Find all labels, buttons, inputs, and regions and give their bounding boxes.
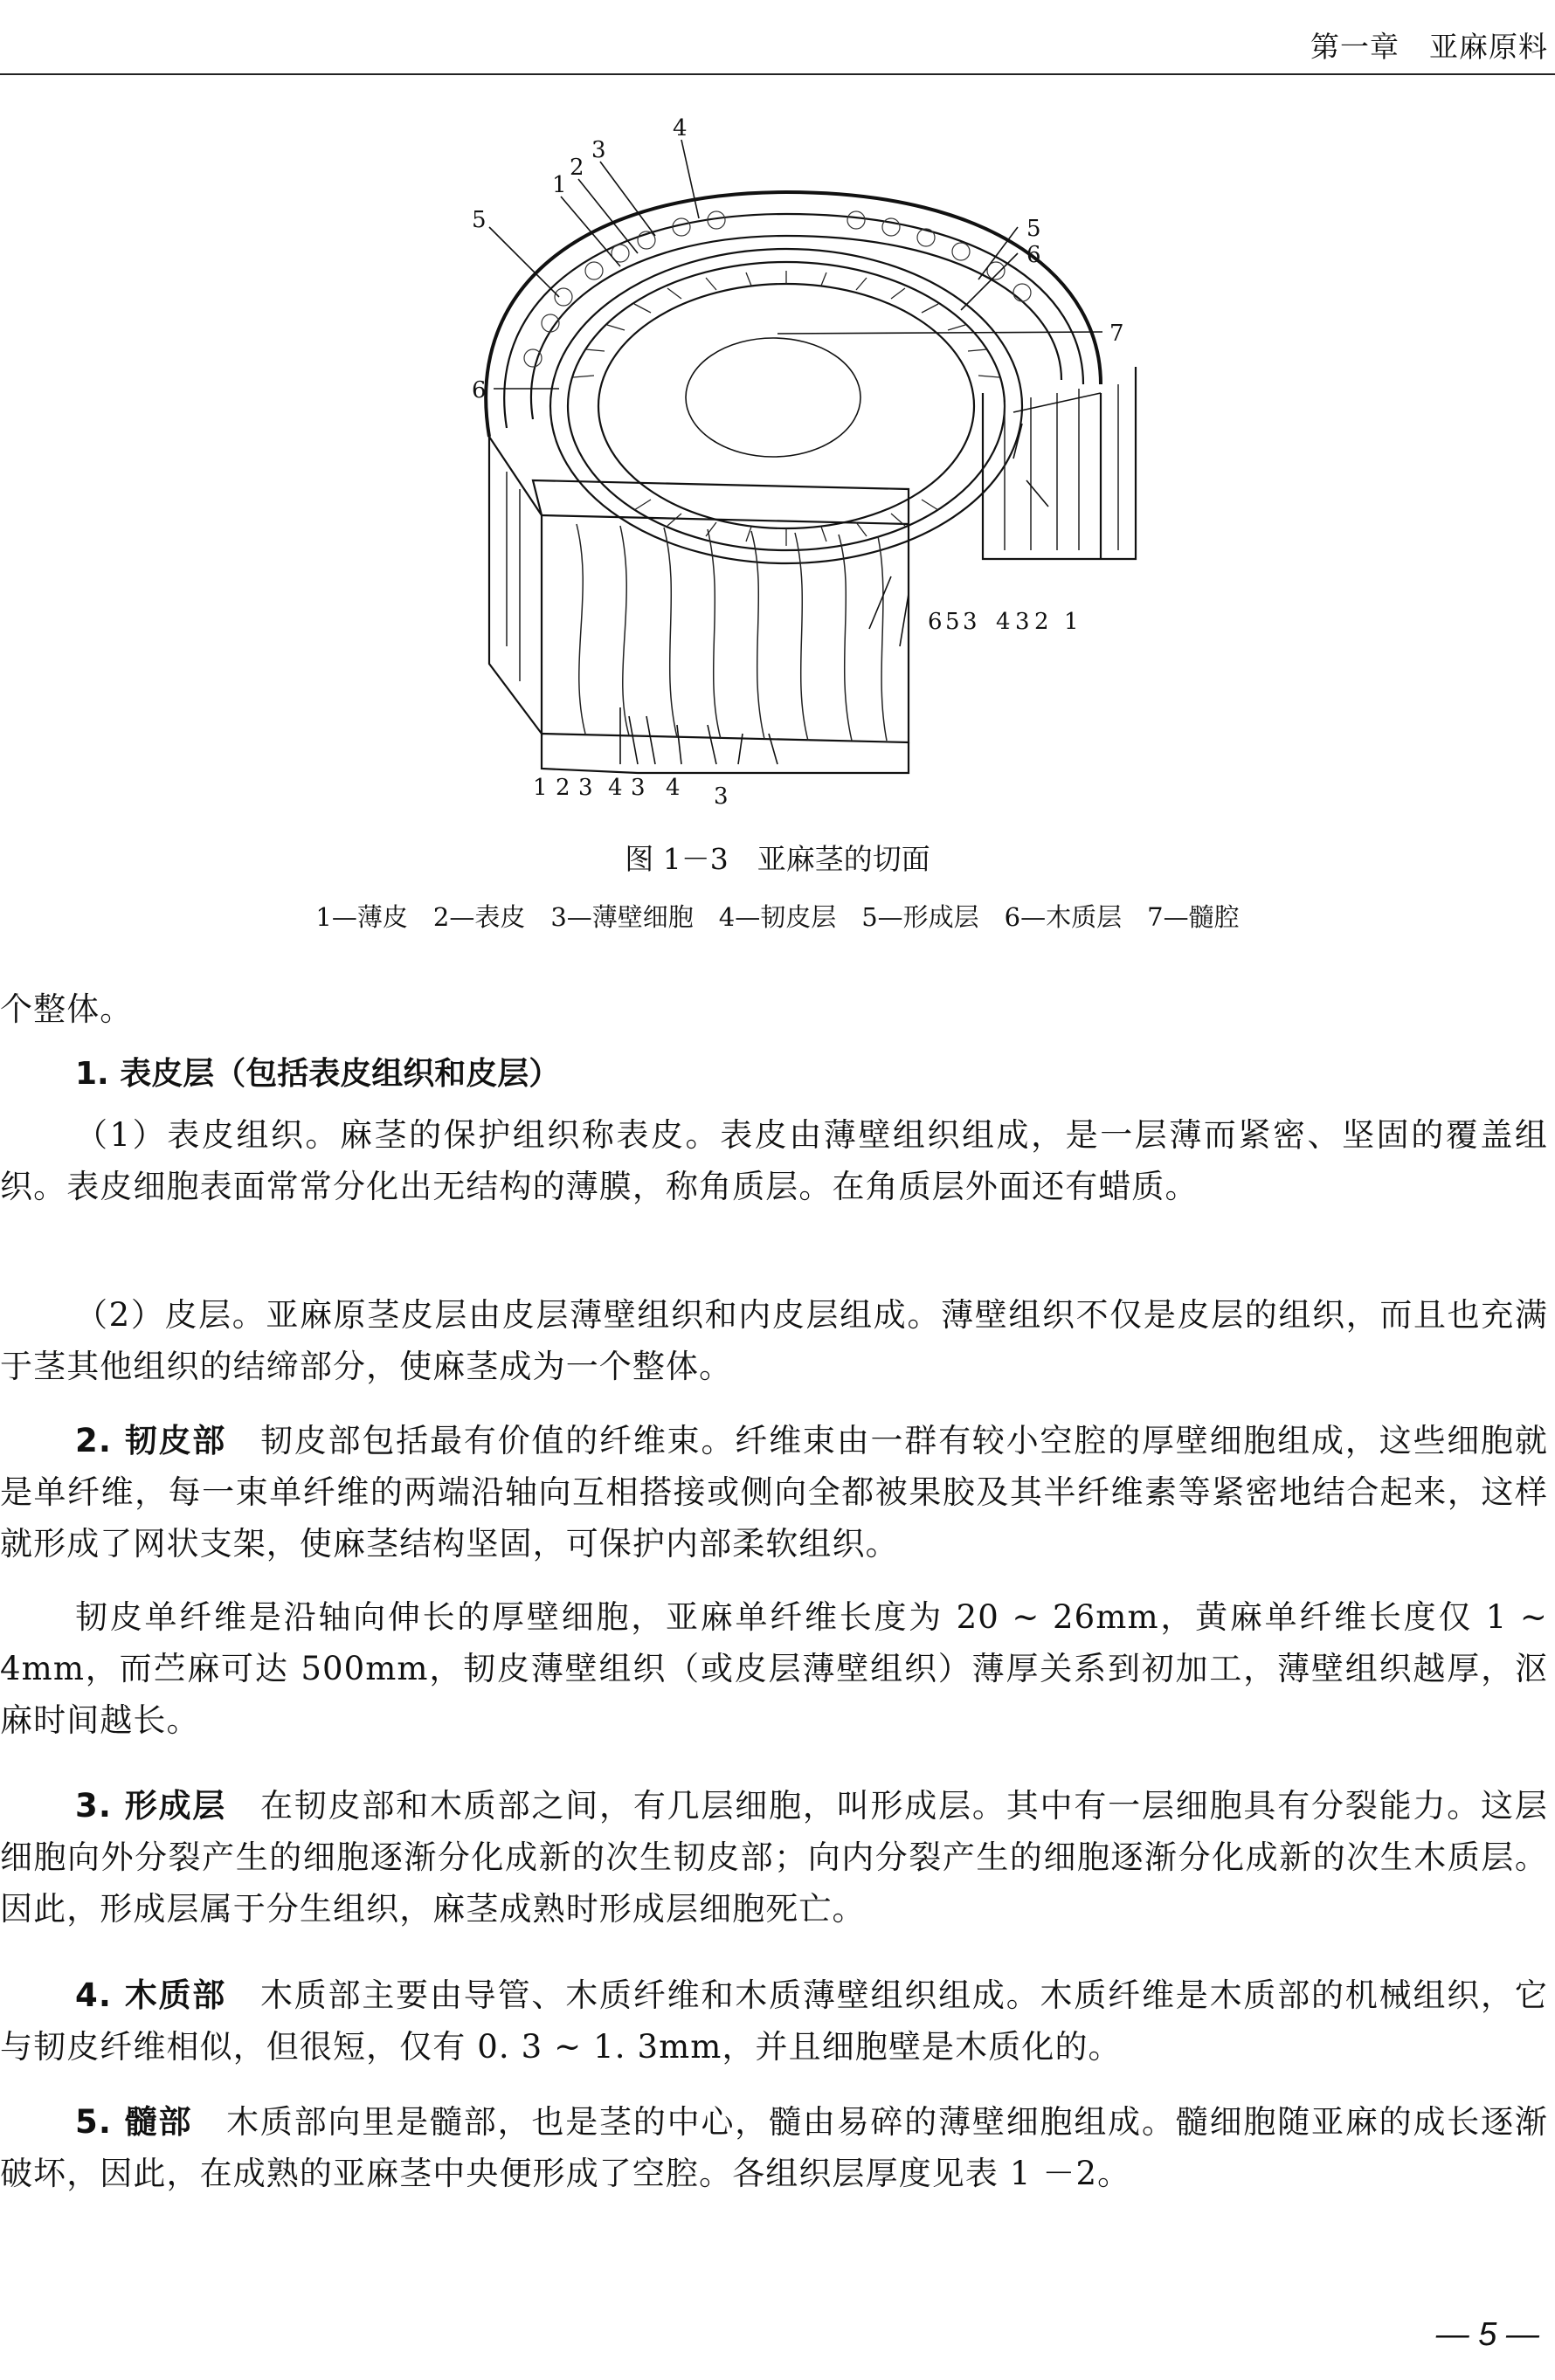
callout-bottom-4b: 4 [666, 775, 681, 801]
paragraph-pith [0, 2096, 1548, 2199]
header-title: 亚麻原料 [1429, 30, 1548, 64]
callout-rb-2: 2 [1034, 609, 1049, 635]
header-chapter: 第一章 [1310, 30, 1400, 64]
callout-top-3: 3 [591, 137, 606, 163]
callout-top-4: 4 [673, 115, 688, 141]
callout-left-5: 5 [472, 207, 487, 233]
callout-bottom-2: 2 [556, 775, 570, 801]
cambium-text: 在韧皮部和木质部之间，有几层细胞，叫形成层。其中有一层细胞具有分裂能力。这层细胞向外分裂产生的细胞逐渐分化成新的次生韧皮部；向内分裂产生的细胞逐渐分化成新的次生木质层。因此，形成层属于分生组织，麻茎成熟时形成层细胞死亡。 [0, 1787, 1548, 1928]
page-number: — 5 — [1435, 2316, 1539, 2353]
phloem-text: 韧皮部包括最有价值的纤维束。纤维束由一群有较小空腔的厚壁细胞组成，这些细胞就是单纤维，每一束单纤维的两端沿轴向互相搭接或侧向全都被果胶及其半纤维素等紧密地结合起来，这样就形成了网状支架，使麻茎结构坚固，可保护内部柔软组织。 [0, 1422, 1548, 1563]
callout-rb-5: 5 [945, 609, 960, 635]
callout-top-2: 2 [570, 155, 584, 181]
header-rule [0, 73, 1555, 75]
running-header [1310, 24, 1548, 66]
paragraph-fiber-length: 韧皮单纤维是沿轴向伸长的厚壁细胞，亚麻单纤维长度为 20 ~ 26mm，黄麻单纤维长度仅 1 ~ 4mm，而苎麻可达 500mm，韧皮薄壁组织（或皮层薄壁组织）薄厚关系到初加工，薄壁组织越厚，沤麻时间越长。 [0, 1598, 1548, 1739]
figure-caption: 图 1－3 亚麻茎的切面 [625, 842, 930, 876]
callout-bottom-3b: 3 [631, 775, 646, 801]
xylem-text: 木质部主要由导管、木质纤维和木质薄壁组织组成。木质纤维是木质部的机械组织，它与韧皮纤维相似，但很短，仅有 0. 3 ~ 1. 3mm，并且细胞壁是木质化的。 [0, 1976, 1548, 2066]
callout-bottom-1: 1 [533, 775, 548, 801]
callout-bottom-3: 3 [578, 775, 593, 801]
callout-right-6: 6 [1026, 242, 1041, 268]
callout-right-5: 5 [1026, 216, 1041, 242]
paragraph-cortex: （2）皮层。亚麻原茎皮层由皮层薄壁组织和内皮层组成。薄壁组织不仅是皮层的组织，而且也充满于茎其他组织的结缔部分，使麻茎成为一个整体。 [0, 1296, 1548, 1385]
section-heading-epidermis: 1. 表皮层（包括表皮组织和皮层） [75, 1056, 561, 1092]
callout-left-6: 6 [472, 377, 487, 404]
flax-stem-illustration [332, 105, 1223, 838]
section-heading-pith: 5. 髓部 [75, 2103, 193, 2141]
paragraph-cambium [0, 1780, 1548, 1935]
paragraph-epidermis-tissue: （1）表皮组织。麻茎的保护组织称表皮。表皮由薄壁组织组成，是一层薄而紧密、坚固的覆盖组织。表皮细胞表面常常分化出无结构的薄膜，称角质层。在角质层外面还有蜡质。 [0, 1116, 1548, 1205]
callout-right-7: 7 [1109, 321, 1124, 347]
callout-bottom-4: 4 [608, 775, 623, 801]
paragraph-continuation: 个整体。 [0, 990, 134, 1028]
callout-rb-1: 1 [1064, 609, 1079, 635]
callout-rb-4: 4 [996, 609, 1011, 635]
paragraph-phloem [0, 1415, 1548, 1569]
section-heading-phloem: 2. 韧皮部 [75, 1422, 227, 1459]
paragraph-xylem [0, 1970, 1548, 2073]
callout-rb-6: 6 [928, 609, 943, 635]
pith-text: 木质部向里是髓部，也是茎的中心，髓由易碎的薄壁细胞组成。髓细胞随亚麻的成长逐渐破坏，因此，在成熟的亚麻茎中央便形成了空腔。各组织层厚度见表 1 －2。 [0, 2103, 1548, 2192]
callout-bottom-3c: 3 [714, 783, 729, 810]
figure-legend: 1—薄皮 2—表皮 3—薄壁细胞 4—韧皮层 5—形成层 6—木质层 7—髓腔 [315, 902, 1240, 932]
flax-stem-figure [332, 105, 1223, 838]
callout-rb-3: 3 [963, 609, 978, 635]
section-heading-xylem: 4. 木质部 [75, 1976, 227, 2014]
callout-rb-3b: 3 [1015, 609, 1030, 635]
section-heading-cambium: 3. 形成层 [75, 1787, 227, 1825]
callout-top-1: 1 [552, 172, 567, 198]
